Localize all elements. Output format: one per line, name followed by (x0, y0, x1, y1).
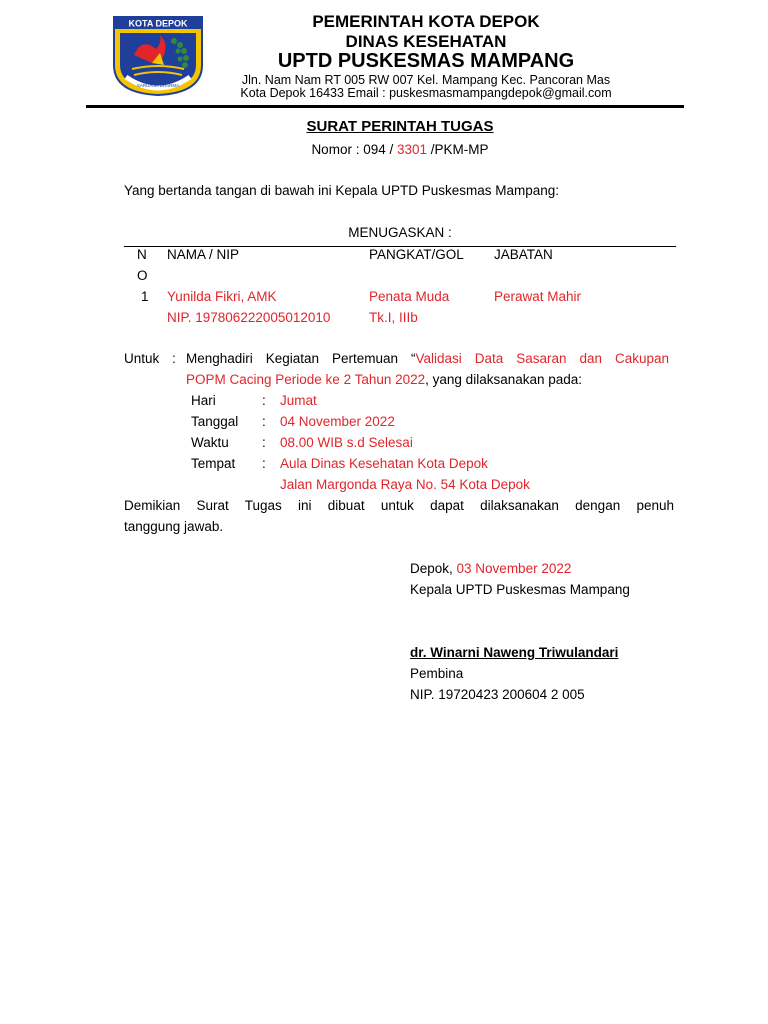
signature-date: 03 November 2022 (456, 561, 572, 576)
untuk-text-after: , yang dilaksanakan pada: (425, 372, 583, 387)
signature-rank: Pembina (410, 666, 464, 681)
letter-number-value: 3301 (396, 142, 428, 157)
signature-name: dr. Winarni Naweng Triwulandari (410, 645, 619, 660)
letter-title: SURAT PERINTAH TUGAS (306, 118, 494, 135)
signature-place: Depok, (410, 561, 457, 576)
untuk-text-before: Menghadiri Kegiatan Pertemuan “ (186, 351, 416, 366)
detail-value-hari: Jumat (280, 393, 317, 408)
detail-value-tempat-line-2: Jalan Margonda Raya No. 54 Kota Depok (280, 477, 530, 492)
table-header-pangkat: PANGKAT/GOL (369, 247, 464, 262)
header-line-1: PEMERINTAH KOTA DEPOK (312, 12, 540, 31)
detail-value-waktu: 08.00 WIB s.d Selesai (280, 435, 413, 450)
signature-place-date (410, 561, 571, 576)
header-address-1: Jln. Nam Nam RT 005 RW 007 Kel. Mampang Kec. Pancoran Mas (241, 73, 611, 87)
table-row-jabatan: Perawat Mahir (494, 289, 582, 304)
header-line-2: DINAS KESEHATAN (345, 32, 507, 51)
detail-colon-tempat: : (262, 456, 266, 471)
table-header-jabatan: JABATAN (494, 247, 553, 262)
table-header-no-b: O (137, 268, 148, 283)
table-row-gol: Tk.I, IIIb (369, 310, 418, 325)
event-title-line-1: Validasi Data Sasaran dan Cakupan (415, 351, 670, 366)
table-header-no-a: N (137, 247, 147, 262)
detail-colon-waktu: : (262, 435, 266, 450)
svg-text:KOTA DEPOK: KOTA DEPOK (128, 18, 188, 29)
letter-number-prefix: Nomor : 094 / (311, 142, 397, 157)
detail-label-waktu: Waktu (191, 435, 229, 450)
detail-value-tempat: Aula Dinas Kesehatan Kota Depok (280, 456, 488, 471)
header-divider (86, 105, 684, 108)
header-address-2: Kota Depok 16433 Email : puskesmasmampangdepok@gmail.com (240, 86, 612, 100)
intro-text: Yang bertanda tangan di bawah ini Kepala UPTD Puskesmas Mampang: (124, 183, 560, 198)
detail-colon-hari: : (262, 393, 266, 408)
untuk-colon: : (172, 351, 176, 366)
letter-number (0, 142, 768, 157)
header-line-3: UPTD PUSKESMAS MAMPANG (277, 50, 575, 72)
event-title-line-2: POPM Cacing Periode ke 2 Tahun 2022 (186, 372, 426, 387)
untuk-line-2 (186, 372, 582, 387)
letter-number-suffix: /PKM-MP (427, 142, 489, 157)
table-row-nip: NIP. 197806222005012010 (167, 310, 331, 325)
detail-value-tanggal: 04 November 2022 (280, 414, 395, 429)
untuk-line-1 (186, 351, 669, 366)
table-header-nama: NAMA / NIP (167, 247, 240, 262)
detail-label-tempat: Tempat (191, 456, 236, 471)
menugaskan-heading: MENUGASKAN : (348, 225, 452, 240)
untuk-label: Untuk (124, 351, 160, 366)
signature-position: Kepala UPTD Puskesmas Mampang (410, 582, 630, 597)
signature-nip: NIP. 19720423 200604 2 005 (410, 687, 585, 702)
table-row-nama: Yunilda Fikri, AMK (167, 289, 277, 304)
detail-colon-tanggal: : (262, 414, 266, 429)
table-row-no: 1 (141, 289, 149, 304)
svg-text:SARUANA DHARMA: SARUANA DHARMA (136, 83, 180, 88)
table-row-pangkat: Penata Muda (369, 289, 450, 304)
closing-line-2: tanggung jawab. (124, 519, 224, 534)
closing-line-1: Demikian Surat Tugas ini dibuat untuk dapat dilaksanakan dengan penuh (124, 498, 674, 513)
detail-label-tanggal: Tanggal (191, 414, 239, 429)
detail-label-hari: Hari (191, 393, 216, 408)
